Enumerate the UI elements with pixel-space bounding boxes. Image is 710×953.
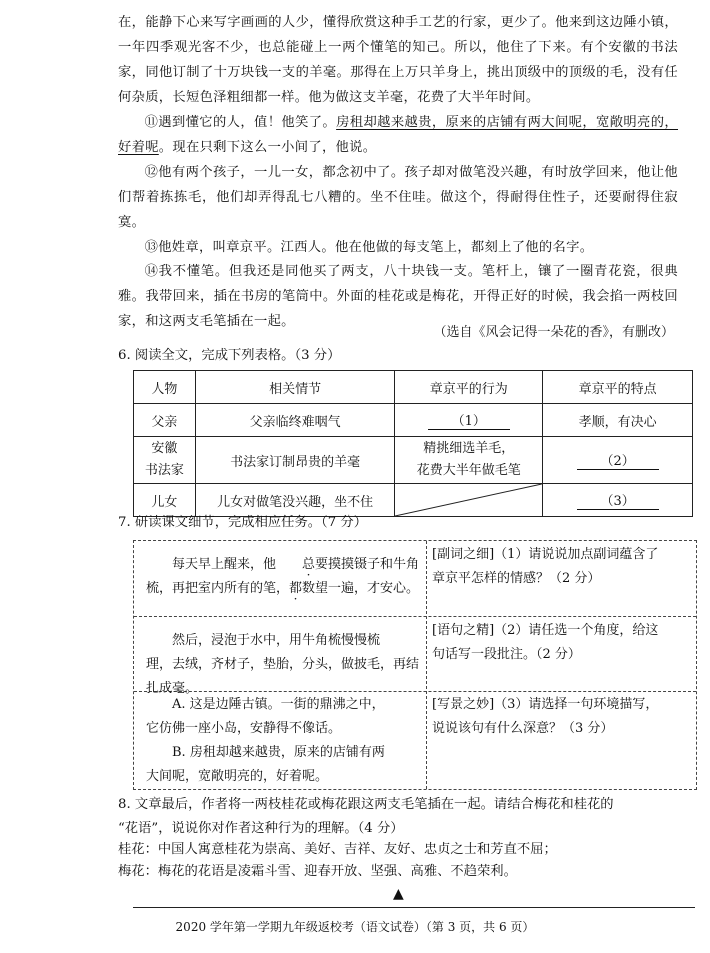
- task-2-line1: [语句之精]（2）请任选一个角度，给这: [432, 623, 659, 638]
- grid-divider-row1: [134, 616, 696, 617]
- q7-excerpt-2: [146, 629, 420, 701]
- excerpt-1-part-a: 每天早上醒来，他: [172, 557, 277, 572]
- excerpt-3-line4: 大间呢，宽敞明亮的，好着呢。: [146, 769, 329, 784]
- row2-person-line1: 安徽: [151, 441, 178, 456]
- q8-osmanthus-note: 桂花：中国人寓意桂花为崇高、美好、吉祥、友好、忠贞之士和芳直不屈；: [118, 842, 557, 857]
- answer-blank-1[interactable]: （1）: [428, 410, 510, 430]
- q7-excerpt-1: [146, 553, 420, 601]
- q8-prompt-line1: 8. 文章最后，作者将一两枝桂花或梅花跟这两支毛笔插在一起。请结合梅花和桂花的: [118, 797, 614, 812]
- task-1-line1: [副词之细]（1）请说说加点副词蕴含了: [432, 547, 659, 562]
- row1-plot: 父亲临终难咽气: [195, 404, 395, 437]
- p11-lead: ⑪遇到懂它的人，值！他笑了。: [144, 115, 337, 130]
- p11-underlined-sentence: 房租却越来越贵，原来的店铺有两大间呢，宽敞明亮的，好着呢: [118, 115, 679, 155]
- q6-table-header: [134, 371, 693, 404]
- dotted-adverb-dou: 都: [289, 581, 303, 596]
- task-2-line2: 句话写一段批注。（2 分）: [432, 647, 581, 662]
- excerpt-2-line1: 然后，浸泡于水中，用牛角梳慢慢梳: [172, 633, 381, 648]
- excerpt-3-line1: A. 这是边陲古镇。一街的鼎沸之中，: [172, 697, 385, 712]
- row3-person: 儿女: [134, 484, 196, 517]
- excerpt-1-line1: [146, 553, 420, 577]
- passage-paragraph-14: ⑭我不懂笔。但我还是同他买了两支，八十块钱一支。笔杆上，镶了一圈青花瓷，很典雅。我带回来，插在书房的笔筒中。外面的桂花或是梅花，开得正好的时候，我会掐一两枝回家，和这两支毛笔插在一起。: [118, 264, 678, 329]
- task-3-line2: 说说该句有什么深意？（3 分）: [432, 721, 614, 736]
- table-row: [134, 437, 693, 484]
- passage-paragraph-11: [118, 110, 678, 160]
- q7-task-grid: [133, 540, 697, 790]
- row3-trait: [543, 484, 693, 517]
- row2-plot: 书法家订制昂贵的羊毫: [195, 437, 395, 484]
- excerpt-3-line3: B. 房租却越来越贵，原来的店铺有两: [172, 745, 385, 760]
- excerpt-1-part-b: 要摸摸镊子和牛角: [315, 557, 420, 572]
- q8-prompt-line2: “花语”，说说你对作者这种行为的理解。（4 分）: [118, 821, 404, 836]
- excerpt-3-line2: 它仿佛一座小岛，安静得不像话。: [146, 721, 342, 736]
- row3-action-crossed: [395, 484, 543, 517]
- footer-divider: [133, 907, 695, 908]
- q7-task-3: [432, 693, 694, 741]
- row1-action: [395, 404, 543, 437]
- end-triangle-icon: ▲: [393, 886, 404, 902]
- q7-excerpt-3: [146, 693, 420, 789]
- row2-action-line1: 精挑细选羊毛，: [423, 441, 515, 456]
- passage-paragraph-13: ⑬他姓章，叫章京平。江西人。他在他做的每支笔上，都刻上了他的名字。: [144, 240, 594, 255]
- excerpt-2-line2: 理，去绒，齐材子，垫胎，分头，做披毛，再结: [146, 657, 420, 672]
- excerpt-2-line3: 扎成毫。: [146, 681, 199, 696]
- row2-person-line2: 书法家: [144, 463, 184, 478]
- header-action: 章京平的行为: [395, 371, 543, 404]
- row1-trait: 孝顺，有决心: [543, 404, 693, 437]
- header-person: 人物: [134, 371, 196, 404]
- row2-person: [134, 437, 196, 484]
- q6-table: [133, 370, 693, 517]
- passage-paragraph-top: 在，能静下心来写字画画的人少，懂得欣赏这种手工艺的行家，更少了。他来到这边陲小镇，一年四季观光客不少，也总能碰上一两个懂笔的知己。所以，他住了下来。有个安徽的书法家，同他订制了十万块钱一支的羊毫。那得在上万只羊身上，挑出顶级中的顶级的毛，没有任何杂质，长短色泽粗细都一样。他为做这支羊毫，花费了大半年时间。: [118, 15, 678, 105]
- excerpt-1-part-d: 数望一遍，才安心。: [302, 581, 420, 596]
- q6-prompt: 6. 阅读全文，完成下列表格。（3 分）: [118, 348, 341, 363]
- answer-blank-3[interactable]: （3）: [577, 490, 659, 510]
- q7-prompt: 7. 研读课文细节，完成相应任务。（7 分）: [118, 515, 367, 530]
- q8-prompt: [118, 793, 693, 841]
- passage-source: （选自《风会记得一朵花的香》，有删改）: [433, 325, 674, 340]
- row2-action: [395, 437, 543, 484]
- answer-blank-2[interactable]: （2）: [577, 450, 659, 470]
- excerpt-1-part-c: 梳，再把室内所有的笔，: [146, 581, 290, 596]
- diagonal-slash-icon: [395, 484, 542, 516]
- passage-paragraph-12: ⑫他有两个孩子，一儿一女，都念初中了。孩子却对做笔没兴趣，有时放学回来，他让他们帮着拣拣毛，他们却弄得乱七八糟的。坐不住哇。做这个，得耐得住性子，还要耐得住寂寞。: [118, 165, 678, 230]
- q7-task-2: [432, 619, 694, 667]
- table-row: [134, 404, 693, 437]
- row3-plot: 儿女对做笔没兴趣，坐不住: [195, 484, 395, 517]
- p11-tail: 。现在只剩下这么一小间了，他说。: [158, 140, 377, 155]
- header-trait: 章京平的特点: [543, 371, 693, 404]
- grid-divider-vertical: [426, 541, 427, 789]
- row1-person: 父亲: [134, 404, 196, 437]
- task-3-line1: [写景之妙]（3）请选择一句环境描写，: [432, 697, 659, 712]
- q8-plum-note: 梅花：梅花的花语是凌霜斗雪、迎春开放、坚强、高雅、不趋荣利。: [118, 864, 517, 879]
- dotted-adverb-zong: 总: [302, 557, 316, 572]
- page-footer: 2020 学年第一学期九年级返校考（语文试卷）（第 3 页，共 6 页）: [175, 920, 535, 934]
- row2-action-line2: 花费大半年做毛笔: [416, 463, 521, 478]
- header-plot: 相关情节: [195, 371, 395, 404]
- q7-task-1: [432, 543, 694, 591]
- task-1-line2: 章京平怎样的情感？（2 分）: [432, 571, 601, 586]
- row2-trait: [543, 437, 693, 484]
